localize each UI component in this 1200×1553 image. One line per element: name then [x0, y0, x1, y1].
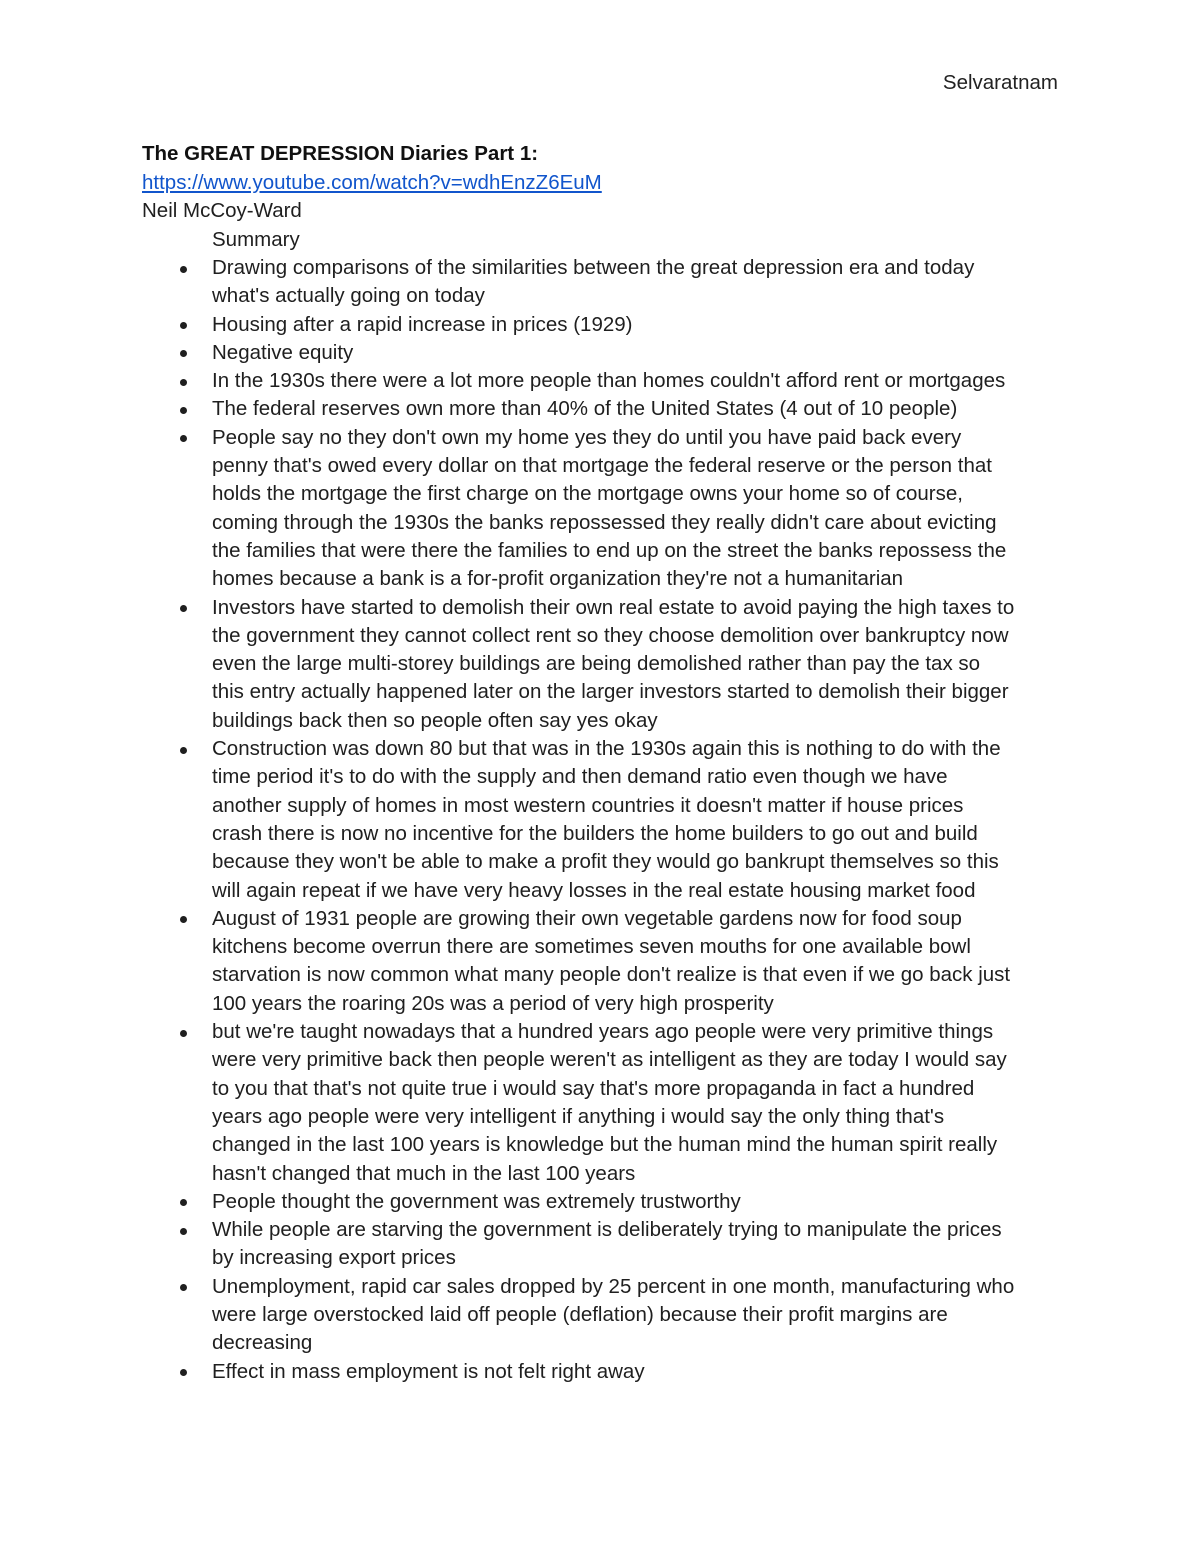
- bullet-text-line: this entry actually happened later on the larger investors started to demolish their bigger: [212, 680, 1009, 704]
- bullet-text-line: People thought the government was extremely trustworthy: [212, 1189, 741, 1213]
- bullet-dot-icon: [180, 1369, 187, 1376]
- bullet-item: [142, 339, 1072, 367]
- bullet-text-line: 100 years the roaring 20s was a period of very high prosperity: [212, 991, 774, 1015]
- bullet-item: [142, 735, 1072, 905]
- bullet-text-line: time period it's to do with the supply and then demand ratio even though we have: [212, 765, 948, 789]
- bullet-dot-icon: [180, 1030, 187, 1037]
- bullet-text-line: People say no they don't own my home yes they do until you have paid back every: [212, 425, 962, 449]
- bullet-text-line: While people are starving the government is deliberately trying to manipulate the prices: [212, 1218, 1002, 1242]
- bullet-text-line: Investors have started to demolish their own real estate to avoid paying the high taxes to: [212, 595, 1015, 619]
- bullet-dot-icon: [180, 379, 187, 386]
- bullet-text-line: because they won't be able to make a profit they would go bankrupt themselves so this: [212, 850, 999, 874]
- bullet-text-line: to you that that's not quite true i would say that's more propaganda in fact a hundred: [212, 1076, 975, 1100]
- bullet-dot-icon: [180, 747, 187, 754]
- bullet-text-line: Construction was down 80 but that was in the 1930s again this is nothing to do with the: [212, 737, 1001, 761]
- bullet-dot-icon: [180, 266, 187, 273]
- video-link[interactable]: https://www.youtube.com/watch?v=wdhEnzZ6EuM: [142, 170, 602, 194]
- bullet-dot-icon: [180, 350, 187, 357]
- bullet-text-line: what's actually going on today: [212, 284, 485, 308]
- bullet-text-line: years ago people were very intelligent if anything i would say the only thing that's: [212, 1104, 945, 1128]
- bullet-item: [142, 1358, 1072, 1386]
- bullet-text-line: The federal reserves own more than 40% of the United States (4 out of 10 people): [212, 397, 958, 421]
- bullet-text-line: will again repeat if we have very heavy losses in the real estate housing market food: [212, 878, 976, 902]
- bullet-text-line: Drawing comparisons of the similarities between the great depression era and today: [212, 256, 975, 279]
- document-body: [142, 140, 1072, 1386]
- bullet-text-line: penny that's owed every dollar on that mortgage the federal reserve or the person that: [212, 454, 992, 478]
- summary-label: Summary: [212, 227, 300, 251]
- bullet-text-line: August of 1931 people are growing their own vegetable gardens now for food soup: [212, 906, 962, 930]
- bullet-item: [142, 254, 1072, 311]
- bullet-text-line: changed in the last 100 years is knowledge but the human mind the human spirit really: [212, 1133, 998, 1157]
- bullet-item: [142, 1273, 1072, 1358]
- bullet-item: [142, 594, 1072, 735]
- bullet-text-line: another supply of homes in most western countries it doesn't matter if house prices: [212, 793, 964, 817]
- document-title: The GREAT DEPRESSION Diaries Part 1:: [142, 142, 539, 165]
- bullet-text-line: hasn't changed that much in the last 100 years: [212, 1161, 636, 1185]
- bullet-dot-icon: [180, 605, 187, 612]
- bullet-item: [142, 367, 1072, 395]
- video-author: Neil McCoy-Ward: [142, 199, 302, 222]
- bullet-dot-icon: [180, 1284, 187, 1291]
- bullet-item: [142, 1018, 1072, 1188]
- bullet-item: [142, 311, 1072, 339]
- bullet-text-line: by increasing export prices: [212, 1246, 456, 1270]
- bullet-text-line: buildings back then so people often say yes okay: [212, 708, 658, 732]
- bullet-item: [142, 1216, 1072, 1273]
- bullet-text-line: Unemployment, rapid car sales dropped by 25 percent in one month, manufacturing who: [212, 1274, 1015, 1298]
- bullet-text-line: even the large multi-storey buildings are being demolished rather than pay the tax so: [212, 652, 981, 676]
- bullet-dot-icon: [180, 407, 187, 414]
- bullet-text-line: starvation is now common what many people don't realize is that even if we go back just: [212, 963, 1011, 987]
- bullet-text-line: Effect in mass employment is not felt right away: [212, 1359, 645, 1383]
- bullet-text-line: decreasing: [212, 1331, 313, 1355]
- bullet-text-line: coming through the 1930s the banks repossessed they really didn't care about evicting: [212, 510, 997, 534]
- bullet-text-line: the government they cannot collect rent so they choose demolition over bankruptcy now: [212, 623, 1009, 647]
- bullet-item: [142, 905, 1072, 1018]
- bullet-text-line: Negative equity: [212, 340, 354, 364]
- bullet-item: [142, 395, 1072, 423]
- bullet-dot-icon: [180, 1228, 187, 1235]
- bullet-text-line: were large overstocked laid off people (deflation) because their profit margins are: [212, 1302, 948, 1326]
- bullet-item: [142, 1188, 1072, 1216]
- bullet-text-line: but we're taught nowadays that a hundred years ago people were very primitive things: [212, 1020, 994, 1044]
- bullet-text-line: crash there is now no incentive for the builders the home builders to go out and build: [212, 821, 978, 845]
- bullet-text-line: holds the mortgage the first charge on the mortgage owns your home so of course,: [212, 482, 963, 506]
- bullet-text-line: Housing after a rapid increase in prices (1929): [212, 312, 633, 336]
- bullet-dot-icon: [180, 435, 187, 442]
- bullet-text-line: In the 1930s there were a lot more people than homes couldn't afford rent or mortgages: [212, 369, 1006, 393]
- header-author-name: Selvaratnam: [942, 71, 1058, 94]
- bullet-text-line: the families that were there the families to end up on the street the banks repossess the: [212, 538, 1007, 562]
- bullet-text-line: homes because a bank is a for-profit organization they're not a humanitarian: [212, 567, 904, 591]
- bullet-text-line: were very primitive back then people weren't as intelligent as they are today I would say: [212, 1048, 1007, 1072]
- summary-bullet-list: [142, 254, 1072, 1386]
- bullet-item: [142, 424, 1072, 594]
- bullet-dot-icon: [180, 1199, 187, 1206]
- bullet-text-line: kitchens become overrun there are sometimes seven mouths for one available bowl: [212, 935, 971, 959]
- bullet-dot-icon: [180, 916, 187, 923]
- bullet-dot-icon: [180, 322, 187, 329]
